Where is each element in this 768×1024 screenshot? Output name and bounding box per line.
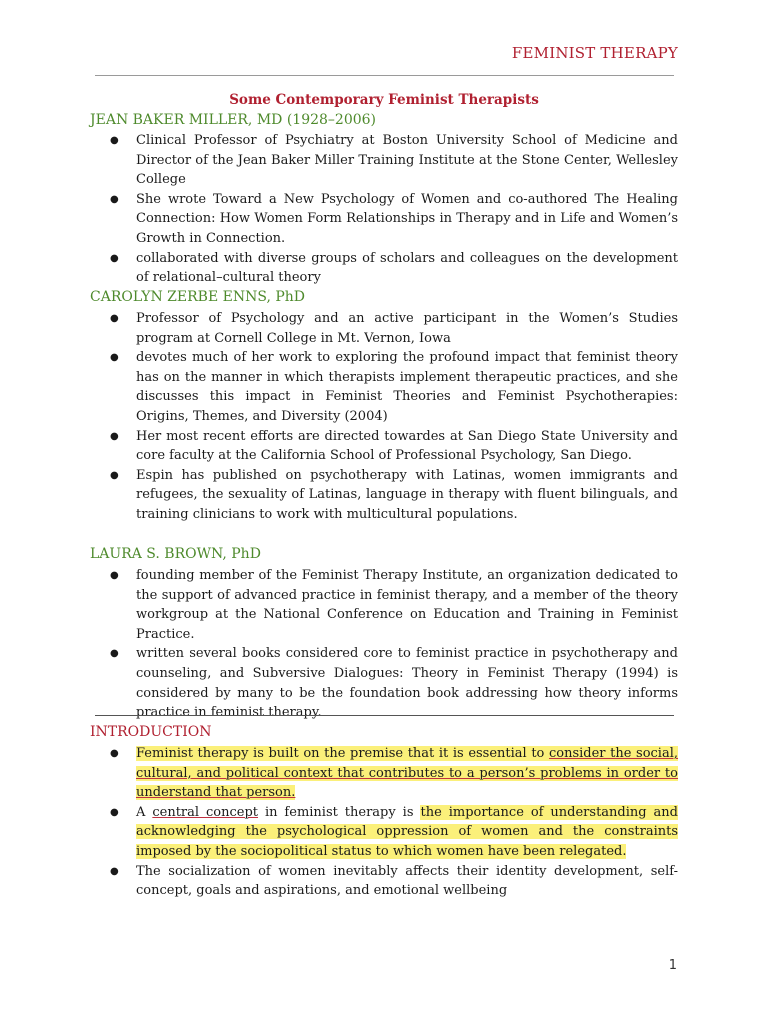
list-item: [110, 803, 678, 862]
section-heading-introduction: INTRODUCTION: [90, 724, 212, 740]
bullet-list-laura-s-brown: [110, 566, 678, 723]
bullet-list-introduction: [110, 744, 678, 901]
section-heading-carolyn-zerbe-enns: CAROLYN ZERBE ENNS, PhD: [90, 289, 306, 305]
list-item: ● collaborated with diverse groups of scholars and colleagues on the development of relational–cultural theory: [110, 249, 678, 288]
page-title: Some Contemporary Feminist Therapists: [229, 92, 539, 108]
bullet-list-jean-baker-miller: [110, 131, 678, 288]
running-header: FEMINIST THERAPY: [511, 44, 678, 62]
section-divider: [95, 715, 674, 716]
list-item: [110, 744, 678, 803]
section-heading-jean-baker-miller: JEAN BAKER MILLER, MD (1928–2006): [90, 112, 377, 128]
list-item: ● written several books considered core to feminist practice in psychotherapy and counseling, and Subversive Dialogues: Theory in Feminist Therapy (1994) is considered by many to be the foundation book addressing how theory informs practice in feminist therapy.: [110, 644, 678, 722]
list-item: ● Espin has published on psychotherapy with Latinas, women immigrants and refugees, the sexuality of Latinas, language in therapy with fluent bilinguals, and training clinicians to work with multicultural populations.: [110, 466, 678, 525]
underlined-text: central concept: [152, 804, 258, 820]
list-item: ● The socialization of women inevitably affects their identity development, self-concept, goals and aspirations, and emotional wellbeing: [110, 862, 678, 901]
list-item: ● Professor of Psychology and an active participant in the Women’s Studies program at Cornell College in Mt. Vernon, Iowa: [110, 309, 678, 348]
list-item: ● Her most recent efforts are directed towardes at San Diego State University and core faculty at the California School of Professional Psychology, San Diego.: [110, 427, 678, 466]
list-item: ● Clinical Professor of Psychiatry at Boston University School of Medicine and Director of the Jean Baker Miller Training Institute at the Stone Center, Wellesley College: [110, 131, 678, 190]
list-item: ● founding member of the Feminist Therapy Institute, an organization dedicated to the support of advanced practice in feminist therapy, and a member of the theory workgroup at the National Conference on Education and Training in Feminist Practice.: [110, 566, 678, 644]
underlined-text: consider the social, cultural, and political context that contributes to a person’s problems in order to understand that person.: [136, 746, 679, 801]
text-run: in feminist therapy is: [258, 804, 421, 820]
highlighted-text: the importance of understanding and acknowledging the psychological oppression of women and the constraints imposed by the sociopolitical status to which women have been relegated.: [136, 804, 678, 859]
list-item: ● She wrote Toward a New Psychology of Women and co-authored The Healing Connection: How Women Form Relationships in Therapy and in Life and Women’s Growth in Connection.: [110, 190, 678, 249]
header-rule: [95, 75, 674, 76]
highlighted-text: [136, 746, 678, 800]
text-run: Feminist therapy is built on the premise that it is essential to: [136, 746, 549, 761]
text-run: A: [136, 804, 153, 820]
section-heading-laura-s-brown: LAURA S. BROWN, PhD: [90, 546, 261, 562]
list-item: ● devotes much of her work to exploring the profound impact that feminist theory has on the manner in which therapists implement therapeutic practices, and she discusses this impact in Feminist Theories and Feminist Psychotherapies: Origins, Themes, and Diversity (2004): [110, 348, 678, 426]
page-number: 1: [668, 958, 677, 973]
bullet-list-carolyn-zerbe-enns: [110, 309, 678, 525]
